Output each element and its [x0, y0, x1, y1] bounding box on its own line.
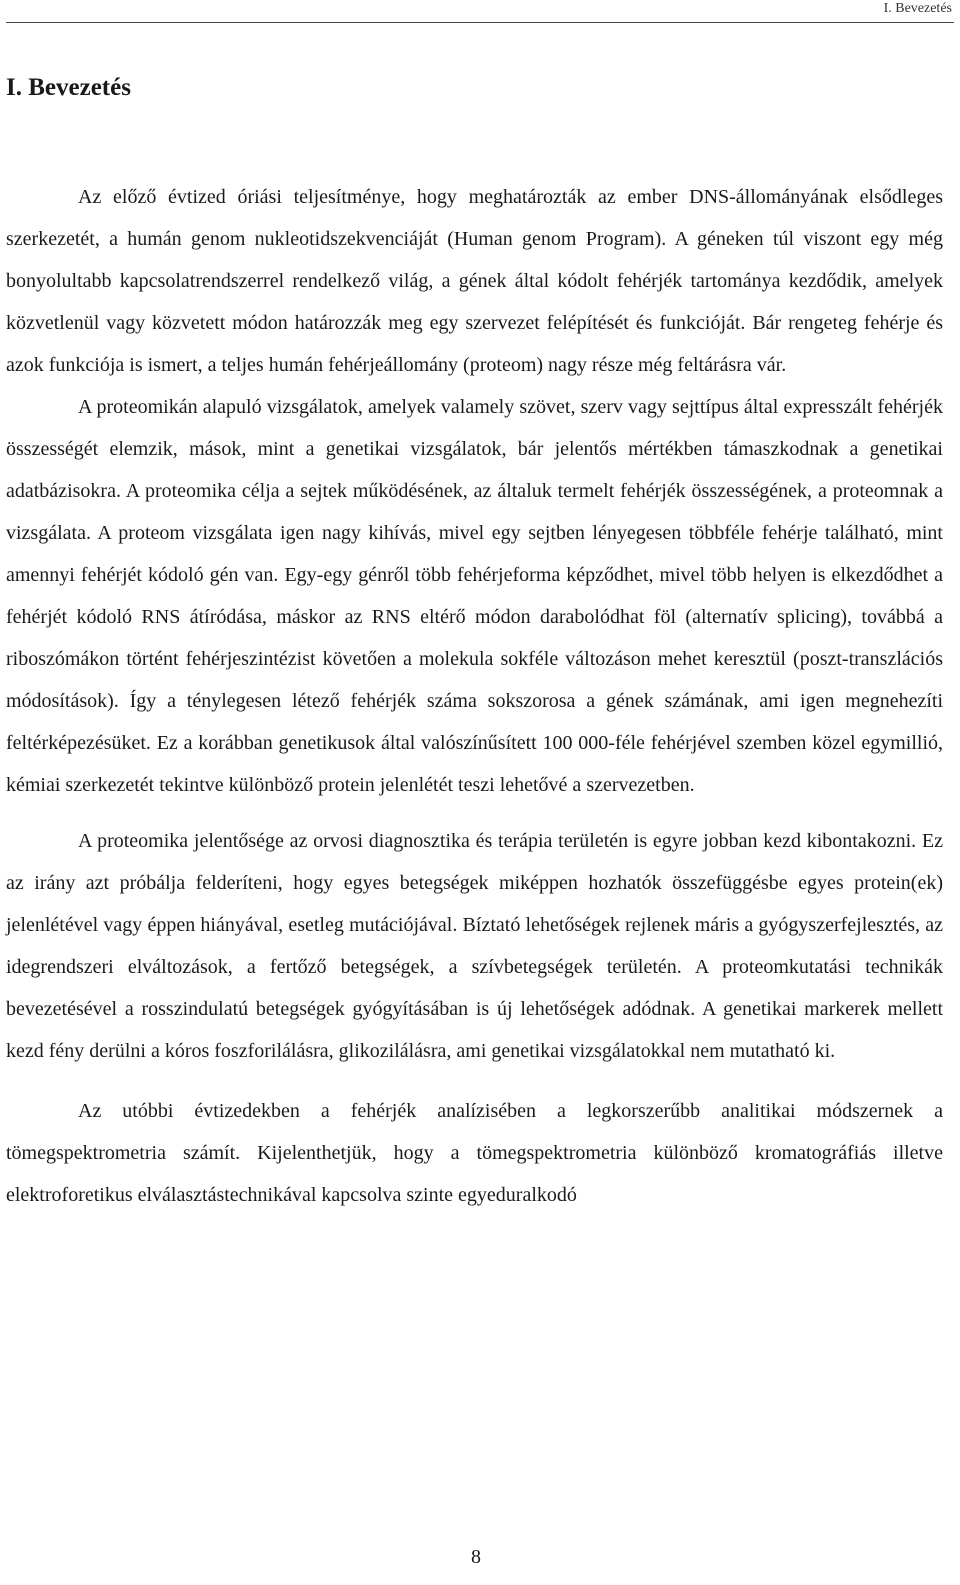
paragraph-mass-spectrometry: Az utóbbi évtizedekben a fehérjék analízisében a legkorszerűbb analitikai módszernek a tömegspektrometria számít. Kijelenthetjük, hogy a tömegspektrometria különböző kromatográfiás illetve elektroforetikus elválasztástechnikával kapcsolva szinte egyeduralkodó [6, 1100, 943, 1206]
body-text [6, 176, 943, 1216]
paragraph-intro: Az előző évtized óriási teljesítménye, hogy meghatározták az ember DNS-állományának elsődleges szerkezetét, a humán genom nukleotidszekvenciáját (Human genom Program). A géneken túl viszont egy még bonyolultabb kapcsolatrendszerrel rendelkező világ, a gének által kódolt fehérjék tartománya kezdődik, amelyek közvetlenül vagy közvetett módon határozzák meg egy szervezet felépítését és funkcióját. Bár rengeteg fehérje és azok funkciója is ismert, a teljes humán fehérjeállomány (proteom) nagy része még feltárásra vár. [6, 186, 943, 376]
paragraph-medical-significance: A proteomika jelentősége az orvosi diagnosztika és terápia területén is egyre jobban kezd kibontakozni. Ez az irány azt próbálja felderíteni, hogy egyes betegségek miképpen hozhatók összefüggésbe egyes protein(ek) jelenlétével vagy éppen hiányával, esetleg mutációjával. Bíztató lehetőségek rejlenek máris a gyógyszerfejlesztés, az idegrendszeri elváltozások, a fertőző betegségek, a szívbetegségek területén. A proteomkutatási technikák bevezetésével a rosszindulatú betegségek gyógyításában is új lehetőségek adódnak. A genetikai markerek mellett kezd fény derülni a kóros foszforilálásra, glikozilálásra, ami genetikai vizsgálatokkal nem mutatható ki. [6, 830, 943, 1062]
paragraph-proteomics: A proteomikán alapuló vizsgálatok, amelyek valamely szövet, szerv vagy sejttípus által expresszált fehérjék összességét elemzik, mások, mint a genetikai vizsgálatok, bár jelentős mértékben támaszkodnak a genetikai adatbázisokra. A proteomika célja a sejtek működésének, az általuk termelt fehérjék összességének, a proteomnak a vizsgálata. A proteom vizsgálata igen nagy kihívás, mivel egy sejtben lényegesen többféle fehérje található, mint amennyi fehérjét kódoló gén van. Egy-egy génről több fehérjeforma képződhet, mivel több helyen is elkezdődhet a fehérjét kódoló RNS átíródása, máskor az RNS eltérő módon darabolódhat föl (alternatív splicing), továbbá a riboszómákon történt fehérjeszintézist követően a molekula sokféle változáson mehet keresztül (poszt-transzlációs módosítások). Így a ténylegesen létező fehérjék száma sokszorosa a gének számának, ami igen megnehezíti feltérképezésüket. Ez a korábban genetikusok által valószínűsített 100 000-féle fehérjével szemben közel egymillió, kémiai szerkezetét tekintve különböző protein jelenlétét teszi lehetővé a szervezetben. [6, 396, 943, 796]
page-number: 8 [471, 1546, 481, 1568]
header-rule [6, 22, 954, 23]
chapter-title: I. Bevezetés [6, 74, 131, 101]
running-header: I. Bevezetés [883, 1, 952, 16]
